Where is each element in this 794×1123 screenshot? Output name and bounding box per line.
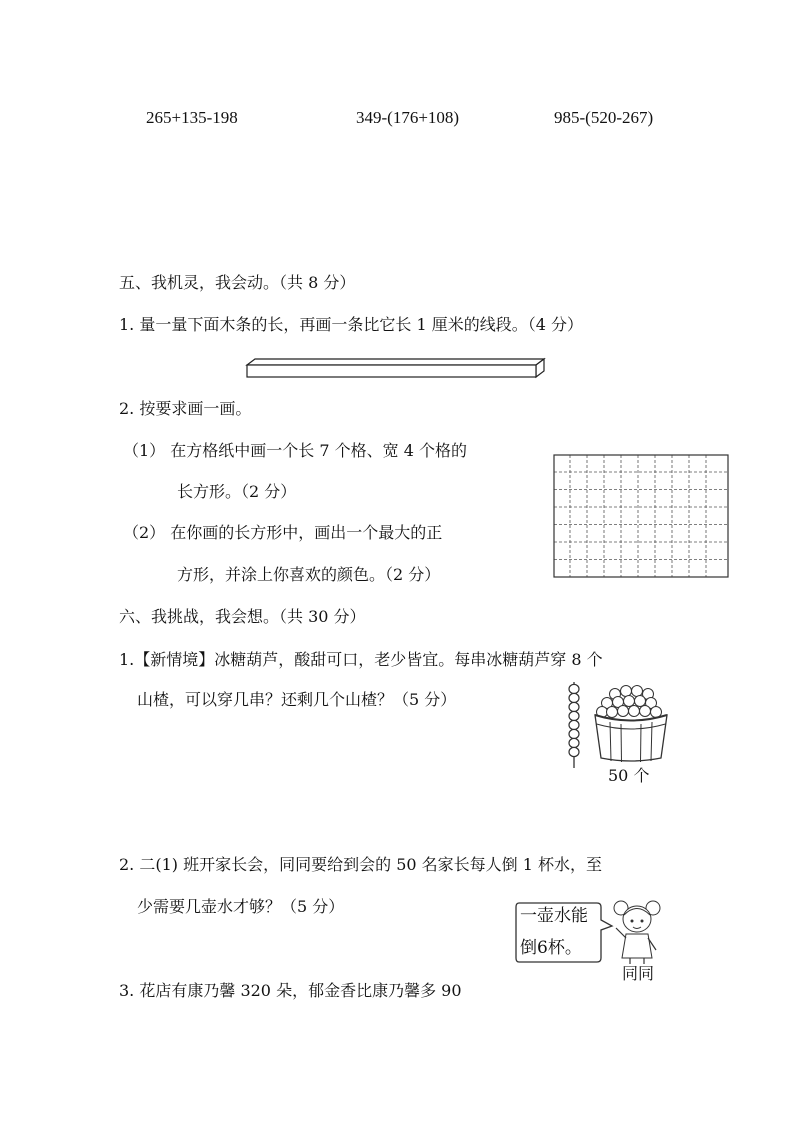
question-6-1-line2: 山楂，可以穿几串？还剩几个山楂？（5 分）: [137, 690, 457, 709]
speech-bubble-line1: 一壶水能: [520, 906, 588, 926]
question-6-3: 3. 花店有康乃馨 320 朵，郁金香比康乃馨多 90: [119, 981, 462, 1000]
expression-1: 265+135-198: [146, 108, 238, 127]
question-5-2-1-line2: 长方形。（2 分）: [177, 482, 297, 501]
hawthorn-basket-icon: [593, 682, 669, 762]
grid-paper: [553, 454, 729, 578]
expression-3: 985-(520-267): [554, 108, 654, 127]
section-5-heading: 五、我机灵，我会动。（共 8 分）: [119, 273, 356, 292]
wooden-strip-image: [244, 356, 546, 380]
girl-tongtong-icon: [612, 898, 662, 966]
question-6-1-line1: 1.【新情境】冰糖葫芦，酸甜可口，老少皆宜。每串冰糖葫芦穿 8 个: [119, 650, 603, 669]
question-5-2-1-line1: （1） 在方格纸中画一个长 7 个格、宽 4 个格的: [123, 441, 467, 460]
question-6-2-line2: 少需要几壶水才够？（5 分）: [137, 897, 345, 916]
hawthorn-count-label: 50 个: [608, 766, 650, 785]
question-5-1: 1. 量一量下面木条的长，再画一条比它长 1 厘米的线段。（4 分）: [119, 315, 583, 334]
speech-bubble-line2: 倒6杯。: [520, 938, 582, 958]
question-5-2: 2. 按要求画一画。: [119, 399, 252, 418]
expression-2: 349-(176+108): [356, 108, 460, 127]
girl-name-label: 同同: [622, 964, 655, 983]
question-5-2-2-line1: （2） 在你画的长方形中，画出一个最大的正: [123, 523, 443, 542]
question-6-2-line1: 2. 二(1) 班开家长会，同同要给到会的 50 名家长每人倒 1 杯水，至: [119, 855, 602, 874]
candied-hawthorn-skewer-icon: [561, 680, 587, 770]
question-5-2-2-line2: 方形，并涂上你喜欢的颜色。（2 分）: [177, 565, 441, 584]
section-6-heading: 六、我挑战，我会想。（共 30 分）: [119, 607, 366, 626]
